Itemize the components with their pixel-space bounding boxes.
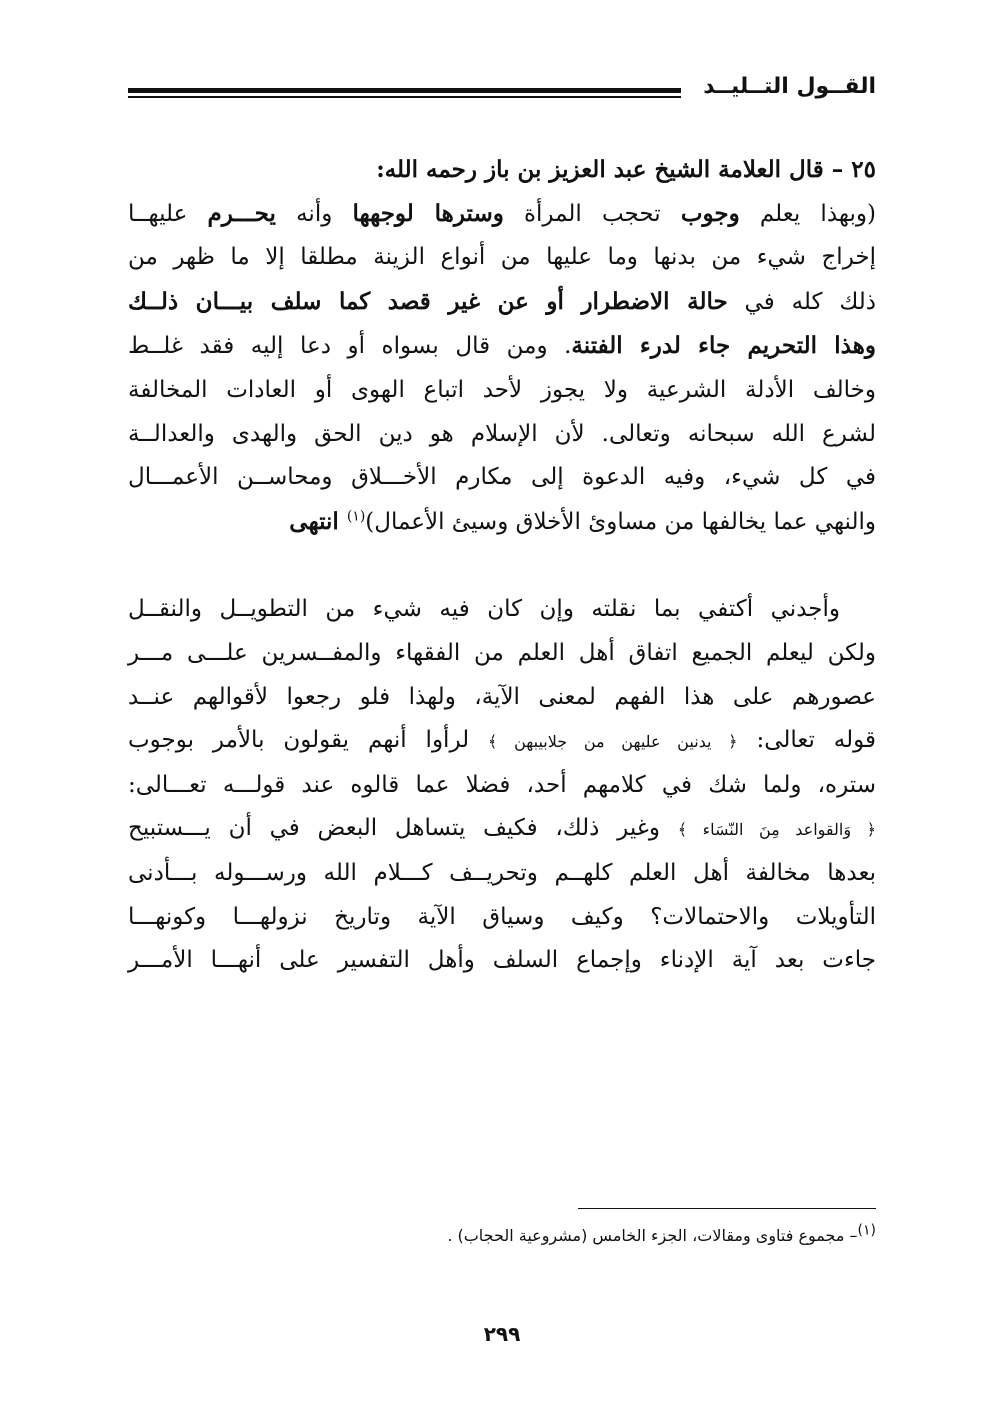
text-line [128,500,876,545]
bold-run: انتهى [289,507,347,535]
quote-paragraph [128,192,876,545]
text-run: وأنه [275,200,353,227]
text-run: ذلك كله في [727,288,876,315]
header-rule-thick [128,88,681,93]
bold-run: يحـــرم [207,199,276,227]
text-run: والنهي عما يخالفها من مساوئ الأخلاق وسيئ الأعمال) [365,508,876,535]
text-line: ستره، ولما شك في كلامهم أحد، فضلا عما قالوه عند قولـــه تعـــالى: [128,771,876,798]
bold-run: وسترها لوجهها [352,199,504,227]
footnote [447,1222,876,1245]
text-line: وأجدني أكتفي بما نقلته وإن كان فيه شيء من التطويــل والنقــل [128,596,840,623]
bold-run: حالة الاضطرار أو عن غير قصد كما سلف بيـــان ذلــك [128,287,728,315]
running-header [128,70,876,110]
text-run: عليهــا [128,200,208,227]
main-text [128,148,876,983]
text-line [128,807,876,852]
quran-citation: ﴿ وَالقواعد مِنَ النّسَاء ﴾ [677,820,876,840]
text-line: عصورهم على هذا الفهم لمعنى الآية، ولهذا فلو رجعوا لأقوالهم عنــد [128,683,876,710]
footnote-separator [578,1208,876,1209]
text-line [128,192,876,237]
text-line: وخالف الأدلة الشرعية ولا يجوز لأحد اتباع الهوى أو العادات المخالفة [128,376,876,403]
bold-run: وهذا التحريم جاء لدرء الفتنة [571,332,876,360]
text-run: وغير ذلك، فكيف يتساهل البعض في أن يـــستبيح [128,815,678,842]
text-run: تحجب المرأة [503,200,681,227]
footnote-marker: (١) [857,1222,876,1239]
section-heading: ٢٥ – قال العلامة الشيخ عبد العزيز بن باز رحمه الله: [376,156,876,183]
author-paragraph [128,588,876,982]
text-line [128,280,876,325]
paragraph-gap [128,544,876,588]
text-line: بعدها مخالفة أهل العلم كلهــم وتحريــف كـــلام الله ورســـوله بـــأدنى [128,859,876,886]
text-line: إخراج شيء من بدنها وما عليها من أنواع الزينة مطلقا إلا ما ظهر من [128,244,876,271]
header-rule-thin [128,96,681,98]
text-line: لشرع الله سبحانه وتعالى. لأن الإسلام هو دين الحق والهدى والعدالــة [128,420,876,447]
page-number: ٢٩٩ [483,1322,521,1346]
text-run: قوله تعالى: [737,727,876,754]
text-run: لرأوا أنهم يقولون بالأمر بوجوب [128,727,489,754]
footnote-reference[interactable]: (١) [346,508,366,525]
text-line: التأويلات والاحتمالات؟ وكيف وسياق الآية وتاريخ نزولهـــا وكونهـــا [128,903,876,930]
text-run: (وبهذا يعلم [739,200,876,227]
text-line: جاءت بعد آية الإدناء وإجماع السلف وأهل التفسير على أنهـــا الأمـــر [128,947,876,974]
text-line [128,719,876,764]
header-title: القــول التــليــد [703,74,876,99]
text-line: ولكن ليعلم الجميع اتفاق أهل العلم من الفقهاء والمفــسرين علـــى مـــر [128,639,876,666]
header-double-rule [128,88,681,98]
text-line [128,324,876,369]
quran-citation: ﴿ يدنين عليهن من جلابيبهن ﴾ [488,732,738,752]
text-line: في كل شيء، وفيه الدعوة إلى مكارم الأخـــلاق ومحاســن الأعمـــال [128,464,876,491]
bold-run: وجوب [680,199,740,227]
text-run: . ومن قال بسواه أو دعا إليه فقد غلــط [128,333,572,360]
footnote-text: – مجموع فتاوى ومقالات، الجزء الخامس (مشروعية الحجاب) . [447,1226,858,1245]
